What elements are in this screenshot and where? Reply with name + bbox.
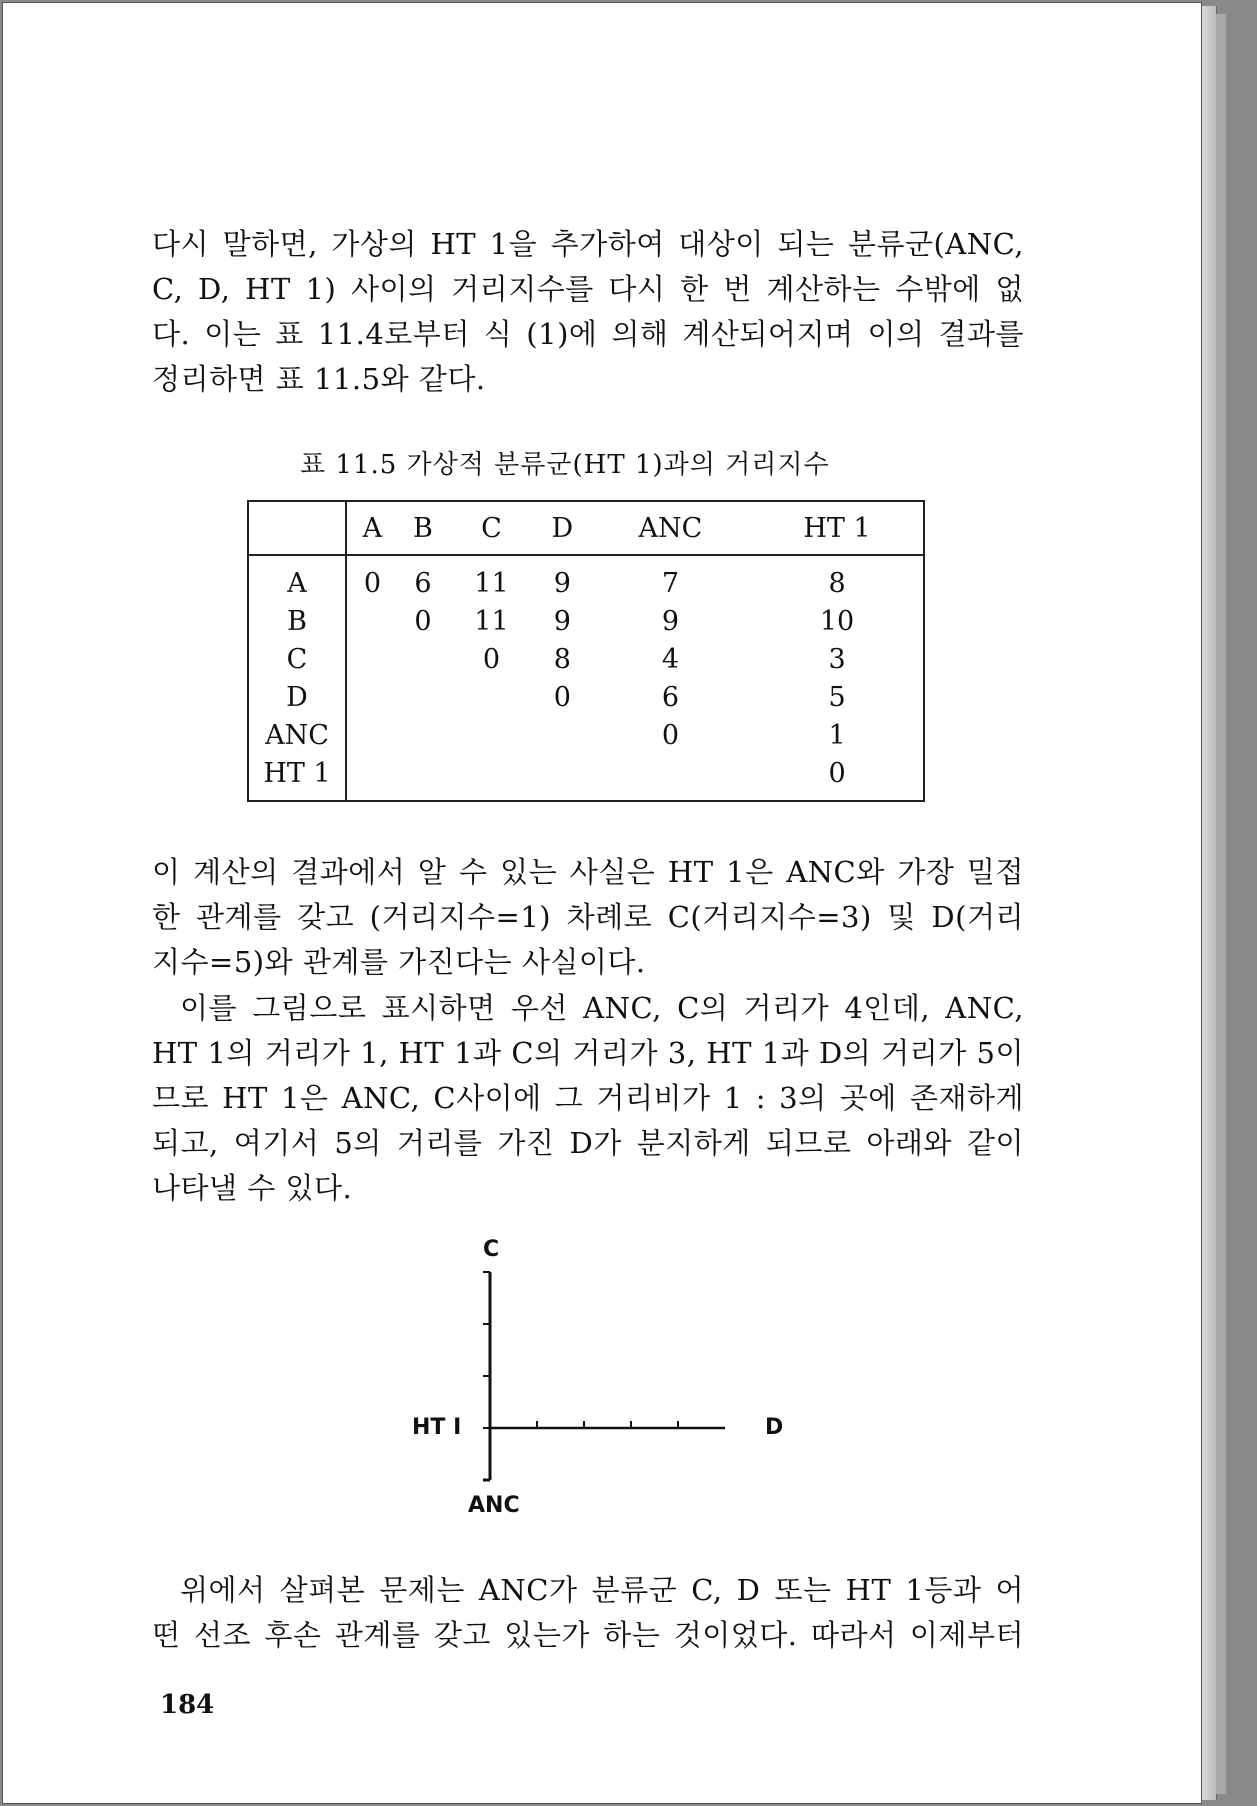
table-cell: [398, 678, 448, 716]
text-line: 나타낼 수 있다.: [152, 1171, 353, 1205]
table-row: [248, 754, 924, 801]
table-cell: 11: [474, 567, 509, 599]
paragraph-3: [152, 986, 1024, 1211]
table-row: [248, 678, 924, 716]
text-line: 이 계산의 결과에서 알 수 있는 사실은 HT 1은 ANC와 가장 밀접: [152, 855, 1024, 889]
column-header: HT 1: [751, 501, 924, 555]
table-cell: 4: [661, 643, 679, 675]
branch-vertical: [483, 1272, 490, 1480]
table-cell: 9: [553, 567, 571, 599]
table-row: [248, 555, 924, 602]
text-line: 떤 선조 후손 관계를 갖고 있는가 하는 것이었다. 따라서 이제부터: [152, 1618, 1024, 1652]
table-cell: 9: [553, 605, 571, 637]
table-cell: 3: [828, 643, 846, 675]
corner-cell: [248, 501, 346, 555]
text-line: 므로 HT 1은 ANC, C사이에 그 거리비가 1 : 3의 곳에 존재하게: [152, 1081, 1024, 1115]
table-cell: [448, 754, 535, 801]
table-row: [248, 602, 924, 640]
table-cell: 9: [661, 605, 679, 637]
text-line: 정리하면 표 11.5와 같다.: [152, 362, 486, 396]
table-header-row: [248, 501, 924, 555]
table-cell: 11: [474, 605, 509, 637]
paragraph-1: [152, 222, 1024, 402]
table-cell: [535, 754, 590, 801]
text-line: 위에서 살펴본 문제는 ANC가 분류군 C, D 또는 HT 1등과 어: [180, 1573, 1024, 1607]
table-cell: [346, 754, 398, 801]
row-label: ANC: [248, 716, 346, 754]
table-row: [248, 716, 924, 754]
row-label: C: [248, 640, 346, 678]
table-cell: [448, 678, 535, 716]
text-line: 되고, 여기서 5의 거리를 가진 D가 분지하게 되므로 아래와 같이: [152, 1126, 1024, 1160]
page-edge-shadow: [1216, 14, 1226, 1794]
branch-horizontal: [490, 1421, 725, 1428]
column-header: D: [535, 501, 590, 555]
tree-diagram: [400, 1232, 820, 1522]
node-label-ht1: HT I: [412, 1415, 462, 1440]
row-label: B: [248, 602, 346, 640]
table-cell: 8: [553, 643, 571, 675]
table-cell: [398, 716, 448, 754]
column-header: C: [448, 501, 535, 555]
table-cell: [346, 678, 398, 716]
table-cell: [346, 716, 398, 754]
table-cell: 1: [828, 719, 846, 751]
table-cell: 6: [414, 567, 432, 599]
node-label-anc: ANC: [468, 1493, 520, 1518]
text-line: C, D, HT 1) 사이의 거리지수를 다시 한 번 계산하는 수밖에 없: [152, 272, 1024, 306]
table-cell: 7: [661, 567, 679, 599]
table-cell: [590, 754, 751, 801]
row-label: D: [248, 678, 346, 716]
column-header: A: [346, 501, 398, 555]
table-cell: 0: [482, 643, 501, 675]
table-cell: 0: [553, 681, 571, 713]
column-header: ANC: [590, 501, 751, 555]
table-cell: [346, 640, 398, 678]
table-cell: 10: [819, 605, 855, 637]
column-header: B: [398, 501, 448, 555]
text-line: HT 1의 거리가 1, HT 1과 C의 거리가 3, HT 1과 D의 거리가 5이: [152, 1036, 1024, 1070]
table-caption: 표 11.5 가상적 분류군(HT 1)과의 거리지수: [300, 450, 830, 480]
node-label-c: C: [483, 1237, 500, 1262]
table-cell: 0: [661, 719, 679, 751]
table-cell: [346, 602, 398, 640]
node-label-d: D: [765, 1415, 784, 1440]
table-cell: 5: [828, 681, 846, 713]
paragraph-4: [152, 1568, 1024, 1658]
table-cell: [448, 716, 535, 754]
distance-table: [247, 500, 925, 802]
paragraph-2: [152, 850, 1024, 985]
page-number: 184: [160, 1690, 215, 1720]
row-label: HT 1: [248, 754, 346, 801]
table-cell: 0: [414, 605, 432, 637]
table-row: [248, 640, 924, 678]
row-label: A: [248, 555, 346, 602]
text-line: 한 관계를 갖고 (거리지수=1) 차례로 C(거리지수=3) 및 D(거리: [152, 900, 1024, 934]
table-cell: 0: [828, 757, 846, 789]
table-cell: 6: [661, 681, 679, 713]
text-line: 다시 말하면, 가상의 HT 1을 추가하여 대상이 되는 분류군(ANC,: [152, 227, 1024, 261]
table-cell: 0: [363, 567, 382, 599]
table-cell: [398, 640, 448, 678]
page-edge: [1202, 6, 1217, 1800]
table-cell: 8: [828, 567, 846, 599]
table-cell: [398, 754, 448, 801]
text-line: 이를 그림으로 표시하면 우선 ANC, C의 거리가 4인데, ANC,: [180, 991, 1024, 1025]
text-line: 다. 이는 표 11.4로부터 식 (1)에 의해 계산되어지며 이의 결과를: [152, 317, 1024, 351]
table-cell: [535, 716, 590, 754]
text-line: 지수=5)와 관계를 가진다는 사실이다.: [152, 945, 646, 979]
